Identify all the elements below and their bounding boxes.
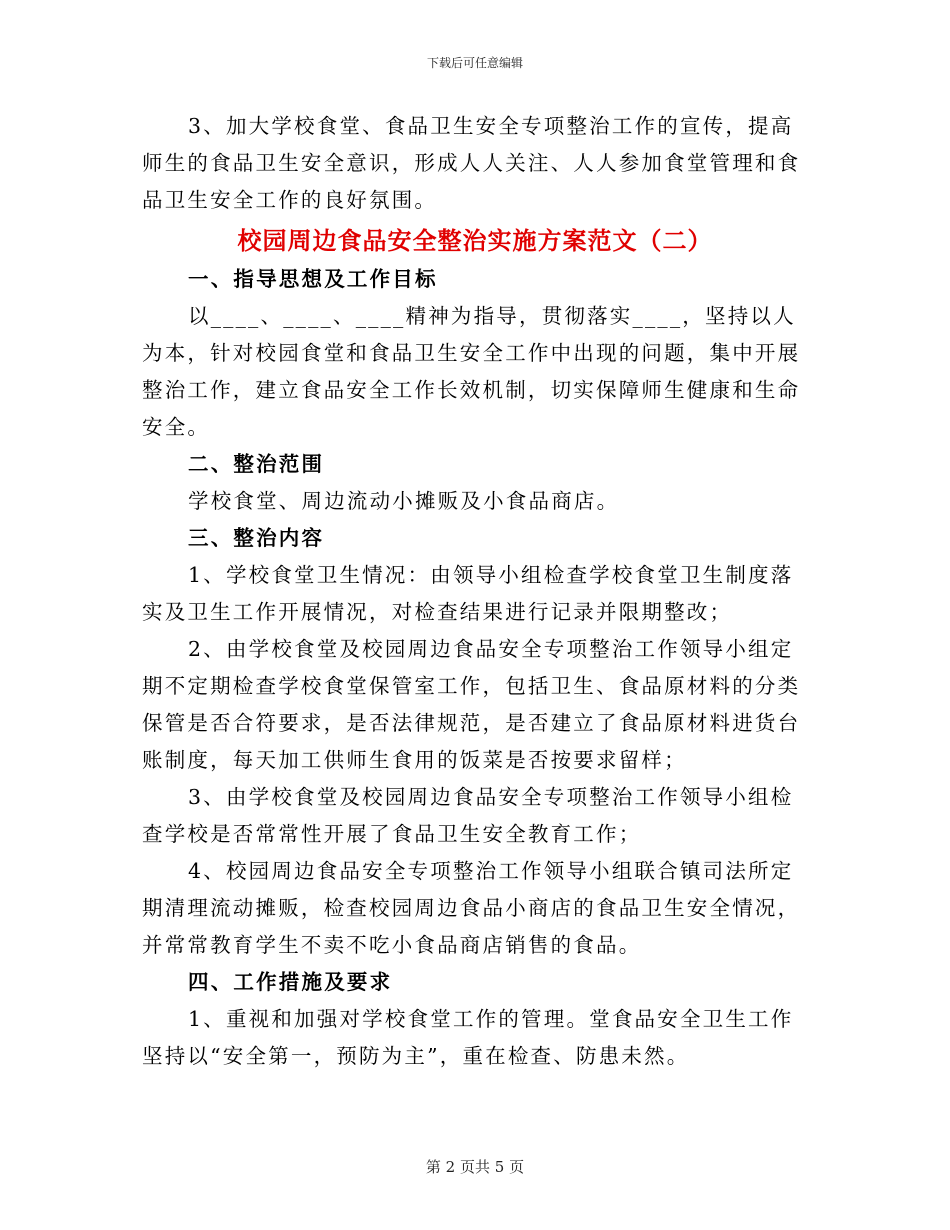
section-heading-measures: 四、工作措施及要求 (188, 970, 393, 994)
document-title: 校园周边食品安全整治实施方案范文（二） (237, 226, 713, 255)
section-heading-guiding-ideology: 一、指导思想及工作目标 (188, 267, 438, 291)
section-paragraph-guiding-ideology: 以____、____、____精神为指导，贯彻落实____，坚持以人为本，针对校园食堂和食品卫生安全工作中出现的问题，集中开展整治工作，建立食品安全工作长效机制，切实保障师生健康和生命安全。 (142, 304, 801, 439)
content-item-1: 1、学校食堂卫生情况：由领导小组检查学校食堂卫生制度落实及卫生工作开展情况，对检查结果进行记录并限期整改； (142, 563, 794, 624)
content-item-3: 3、由学校食堂及校园周边食品安全专项整治工作领导小组检查学校是否常常性开展了食品卫生安全教育工作； (142, 785, 794, 846)
section-heading-content: 三、整治内容 (188, 526, 325, 550)
page-footer-indicator: 第 2 页共 5 页 (425, 1158, 525, 1176)
document-body (142, 108, 808, 1075)
content-item-2: 2、由学校食堂及校园周边食品安全专项整治工作领导小组定期不定期检查学校食堂保管室工作，包括卫生、食品原材料的分类保管是否合符要求，是否法律规范，是否建立了食品原材料进货台账制度，每天加工供师生食用的饭菜是否按要求留样； (142, 637, 801, 772)
content-item-4: 4、校园周边食品安全专项整治工作领导小组联合镇司法所定期清理流动摊贩，检查校园周边食品小商店的食品卫生安全情况，并常常教育学生不卖不吃小食品商店销售的食品。 (142, 859, 801, 957)
intro-paragraph: 3、加大学校食堂、食品卫生安全专项整治工作的宣传，提高师生的食品卫生安全意识，形成人人关注、人人参加食堂管理和食品卫生安全工作的良好氛围。 (142, 114, 801, 212)
page-header-note: 下载后可任意编辑 (426, 56, 523, 70)
section-paragraph-scope: 学校食堂、周边流动小摊贩及小食品商店。 (188, 489, 620, 513)
section-heading-scope: 二、整治范围 (188, 452, 325, 476)
measures-item-1: 1、重视和加强对学校食堂工作的管理。堂食品安全卫生工作坚持以“安全第一，预防为主”，重在检查、防患未然。 (142, 1007, 794, 1068)
